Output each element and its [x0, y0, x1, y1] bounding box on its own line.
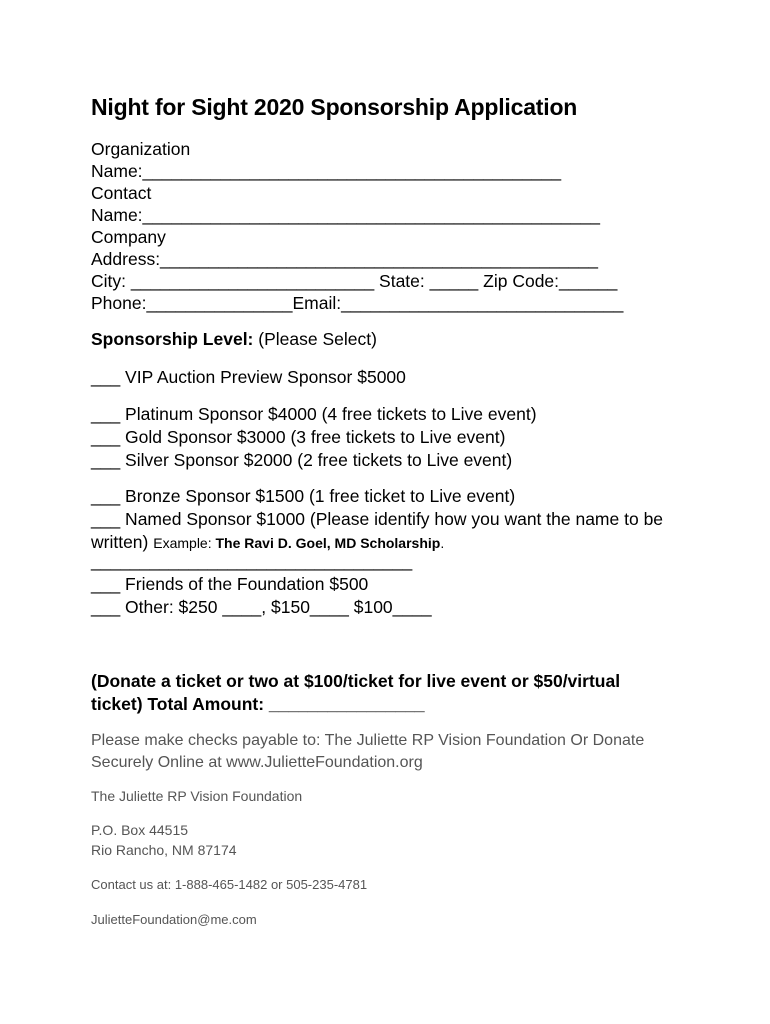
payment-instructions [91, 730, 644, 774]
option-bronze: ___ Bronze Sponsor $1500 (1 free ticket to Live event) [91, 486, 516, 506]
city-state-zip-field: City: _________________________ State: _____ Zip Code:______ [91, 271, 618, 291]
sponsorship-level-label: Sponsorship Level: [91, 329, 254, 349]
contact-fields [91, 138, 623, 314]
contact-label: Contact [91, 183, 152, 203]
sponsorship-level-hint: (Please Select) [253, 329, 377, 349]
city-state: Rio Rancho, NM 87174 [91, 842, 237, 858]
po-box: P.O. Box 44515 [91, 822, 189, 838]
option-platinum: ___ Platinum Sponsor $4000 (4 free tickets to Live event) [91, 404, 537, 424]
named-blank-line: _________________________________ [91, 551, 413, 571]
payment-line-2: Securely Online at www.JulietteFoundation.org [91, 754, 423, 771]
organization-name-field: Name:___________________________________________ [91, 161, 562, 181]
payment-line-1: Please make checks payable to: The Juliette RP Vision Foundation Or Donate [91, 732, 645, 749]
sponsorship-level-heading [91, 329, 377, 350]
option-other: ___ Other: $250 ____, $150____ $100____ [91, 597, 432, 617]
contact-name-field: Name:_______________________________________________ [91, 205, 600, 225]
organization-label: Organization [91, 139, 191, 159]
example-end: . [440, 534, 445, 551]
option-vip: ___ VIP Auction Preview Sponsor $5000 [91, 367, 406, 387]
contact-phones: Contact us at: 1-888-465-1482 or 505-235-4781 [91, 877, 368, 892]
phone-email-field: Phone:_______________Email:_____________________________ [91, 293, 624, 313]
option-silver: ___ Silver Sponsor $2000 (2 free tickets to Live event) [91, 450, 513, 470]
option-named-text: ___ Named Sponsor $1000 (Please identify how you want the name to be written) [91, 509, 664, 552]
option-gold: ___ Gold Sponsor $3000 (3 free tickets to Live event) [91, 427, 506, 447]
example-label: Example: [153, 534, 216, 551]
option-friends: ___ Friends of the Foundation $500 [91, 574, 369, 594]
mailing-address [91, 820, 237, 860]
option-named [91, 508, 681, 554]
example-value: The Ravi D. Goel, MD Scholarship [215, 534, 441, 551]
foundation-name: The Juliette RP Vision Foundation [91, 788, 303, 804]
donate-ticket-total: (Donate a ticket or two at $100/ticket for live event or $50/virtual ticket) Total Amount: ________________ [91, 671, 621, 714]
company-label: Company [91, 227, 166, 247]
page-title: Night for Sight 2020 Sponsorship Application [91, 94, 578, 120]
company-address-field: Address:_____________________________________________ [91, 249, 599, 269]
contact-email: JulietteFoundation@me.com [91, 912, 257, 927]
